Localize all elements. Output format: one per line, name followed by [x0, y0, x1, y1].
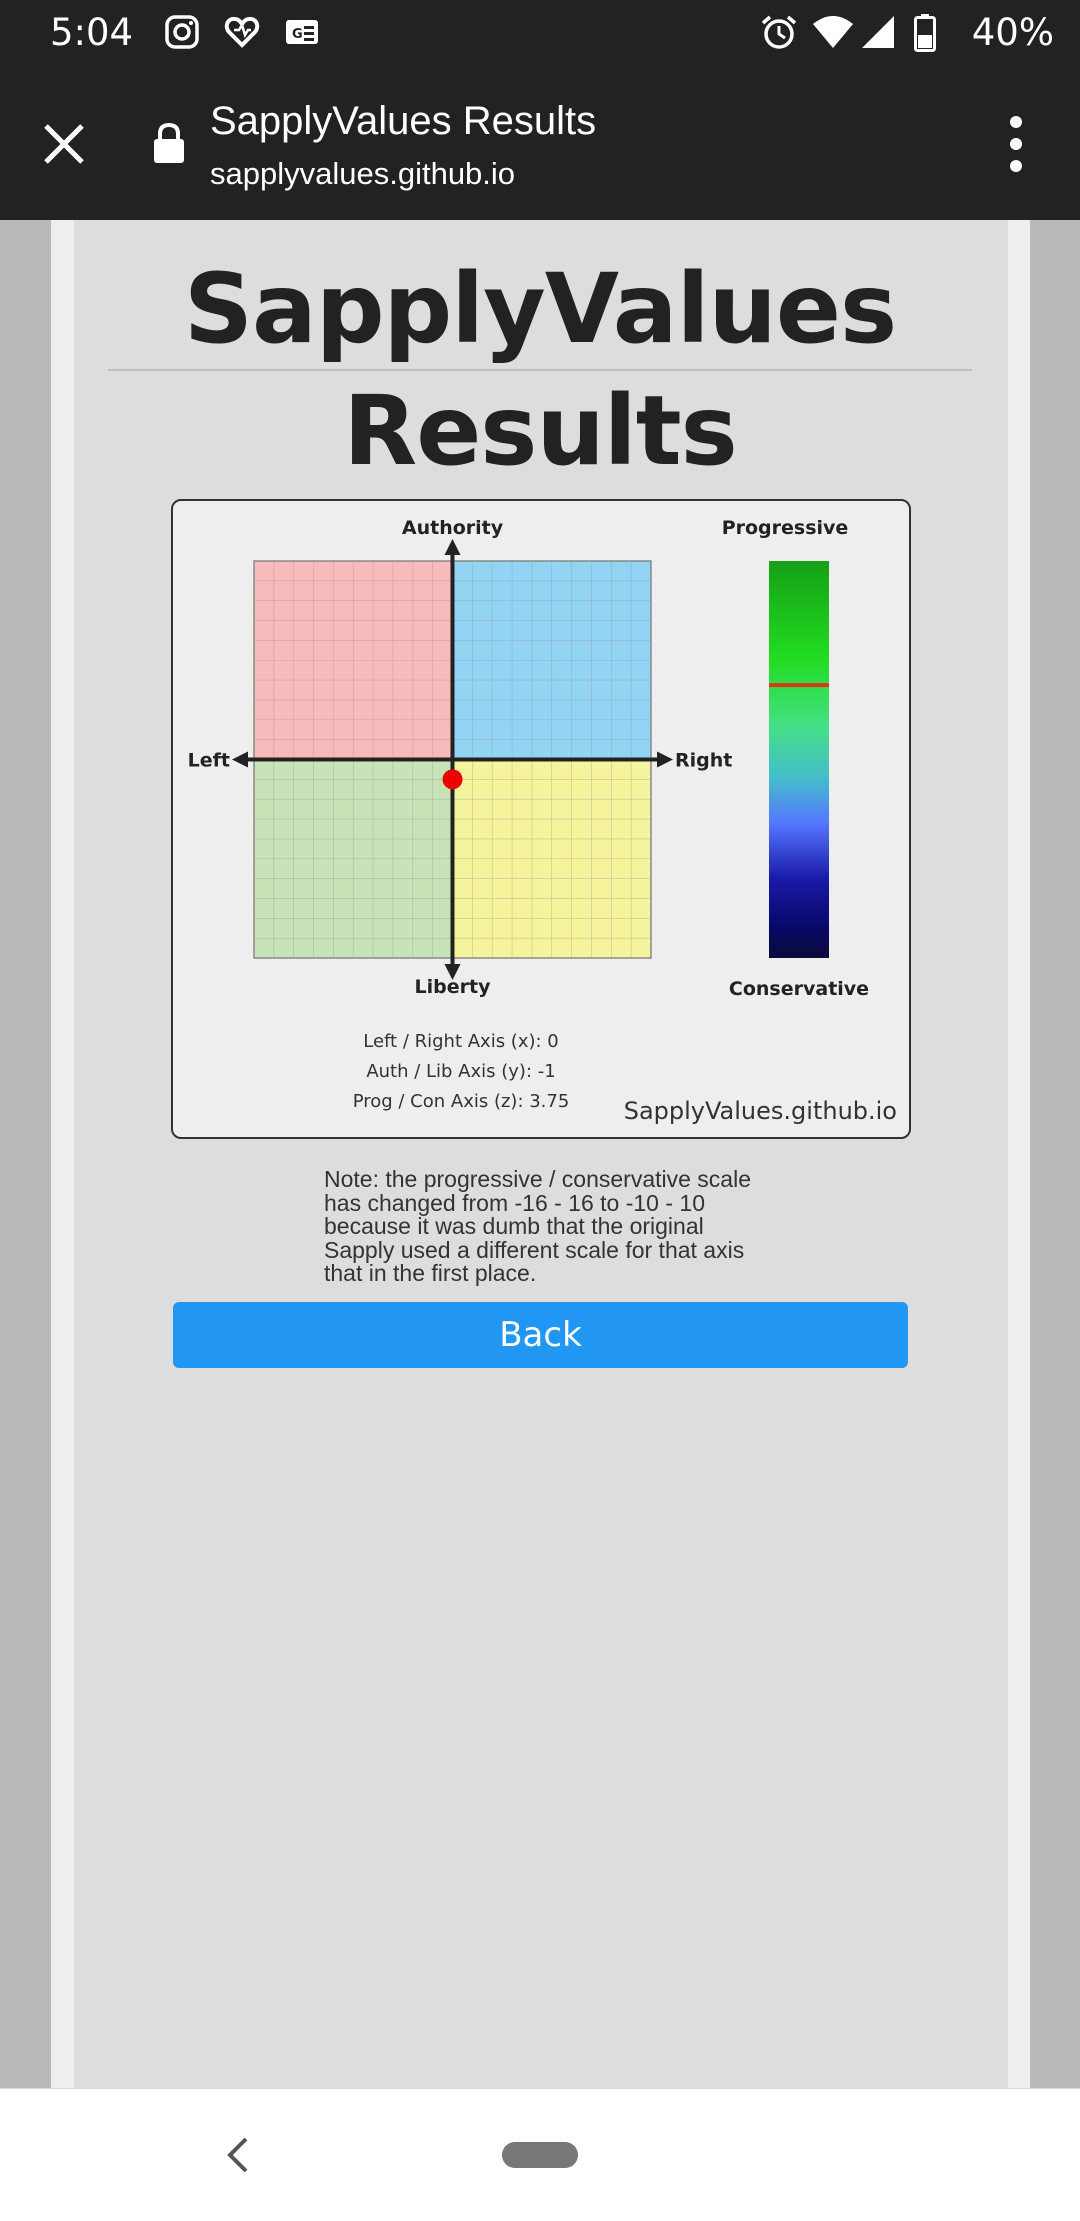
label-right: Right	[675, 749, 733, 772]
result-chart	[173, 501, 909, 1137]
svg-text:G: G	[292, 27, 303, 42]
news-icon	[284, 14, 320, 50]
progressive-scale-bar	[769, 561, 829, 958]
alarm-icon	[760, 14, 798, 52]
result-card	[171, 499, 911, 1139]
page-url[interactable]: sapplyvalues.github.io	[210, 156, 516, 191]
system-nav-bar	[0, 2088, 1080, 2221]
status-time: 5:04	[50, 11, 134, 54]
heading-line1: SapplyValues	[183, 253, 897, 365]
back-button[interactable]: Back	[173, 1302, 908, 1368]
arrow-up-icon	[445, 539, 461, 555]
label-liberty: Liberty	[414, 976, 491, 998]
heart-app-icon	[224, 14, 260, 50]
nav-back-icon[interactable]	[222, 2133, 254, 2177]
cell-signal-icon	[860, 14, 896, 50]
score-z: Prog / Con Axis (z): 3.75	[352, 1091, 570, 1112]
page-title: SapplyValues Results	[210, 99, 597, 143]
scale-note: Note: the progressive / conservative scale has changed from -16 - 16 to -10 - 10 because it was dumb that the original Sapply used a different scale for that axis that in the first place.	[324, 1166, 751, 1286]
close-icon[interactable]	[36, 116, 92, 172]
score-y: Auth / Lib Axis (y): -1	[366, 1061, 556, 1082]
label-progressive: Progressive	[721, 517, 849, 539]
label-conservative: Conservative	[728, 978, 870, 1000]
lock-icon	[152, 122, 186, 164]
battery-percentage: 40%	[971, 11, 1054, 54]
progressive-marker	[769, 683, 829, 687]
label-authority: Authority	[401, 517, 504, 539]
heading-line2: Results	[343, 375, 737, 487]
status-bar	[0, 0, 1080, 66]
heading-divider	[108, 369, 972, 371]
result-point	[443, 769, 463, 789]
wifi-icon	[812, 14, 854, 50]
browser-toolbar	[0, 66, 1080, 220]
home-pill-icon[interactable]	[502, 2142, 578, 2168]
label-left: Left	[187, 749, 230, 772]
arrow-right-icon	[657, 752, 673, 768]
more-vert-icon[interactable]	[996, 116, 1036, 176]
score-x: Left / Right Axis (x): 0	[363, 1031, 559, 1052]
instagram-icon	[164, 14, 200, 50]
arrow-left-icon	[232, 752, 248, 768]
battery-icon	[914, 14, 936, 52]
watermark: SapplyValues.github.io	[623, 1097, 897, 1125]
